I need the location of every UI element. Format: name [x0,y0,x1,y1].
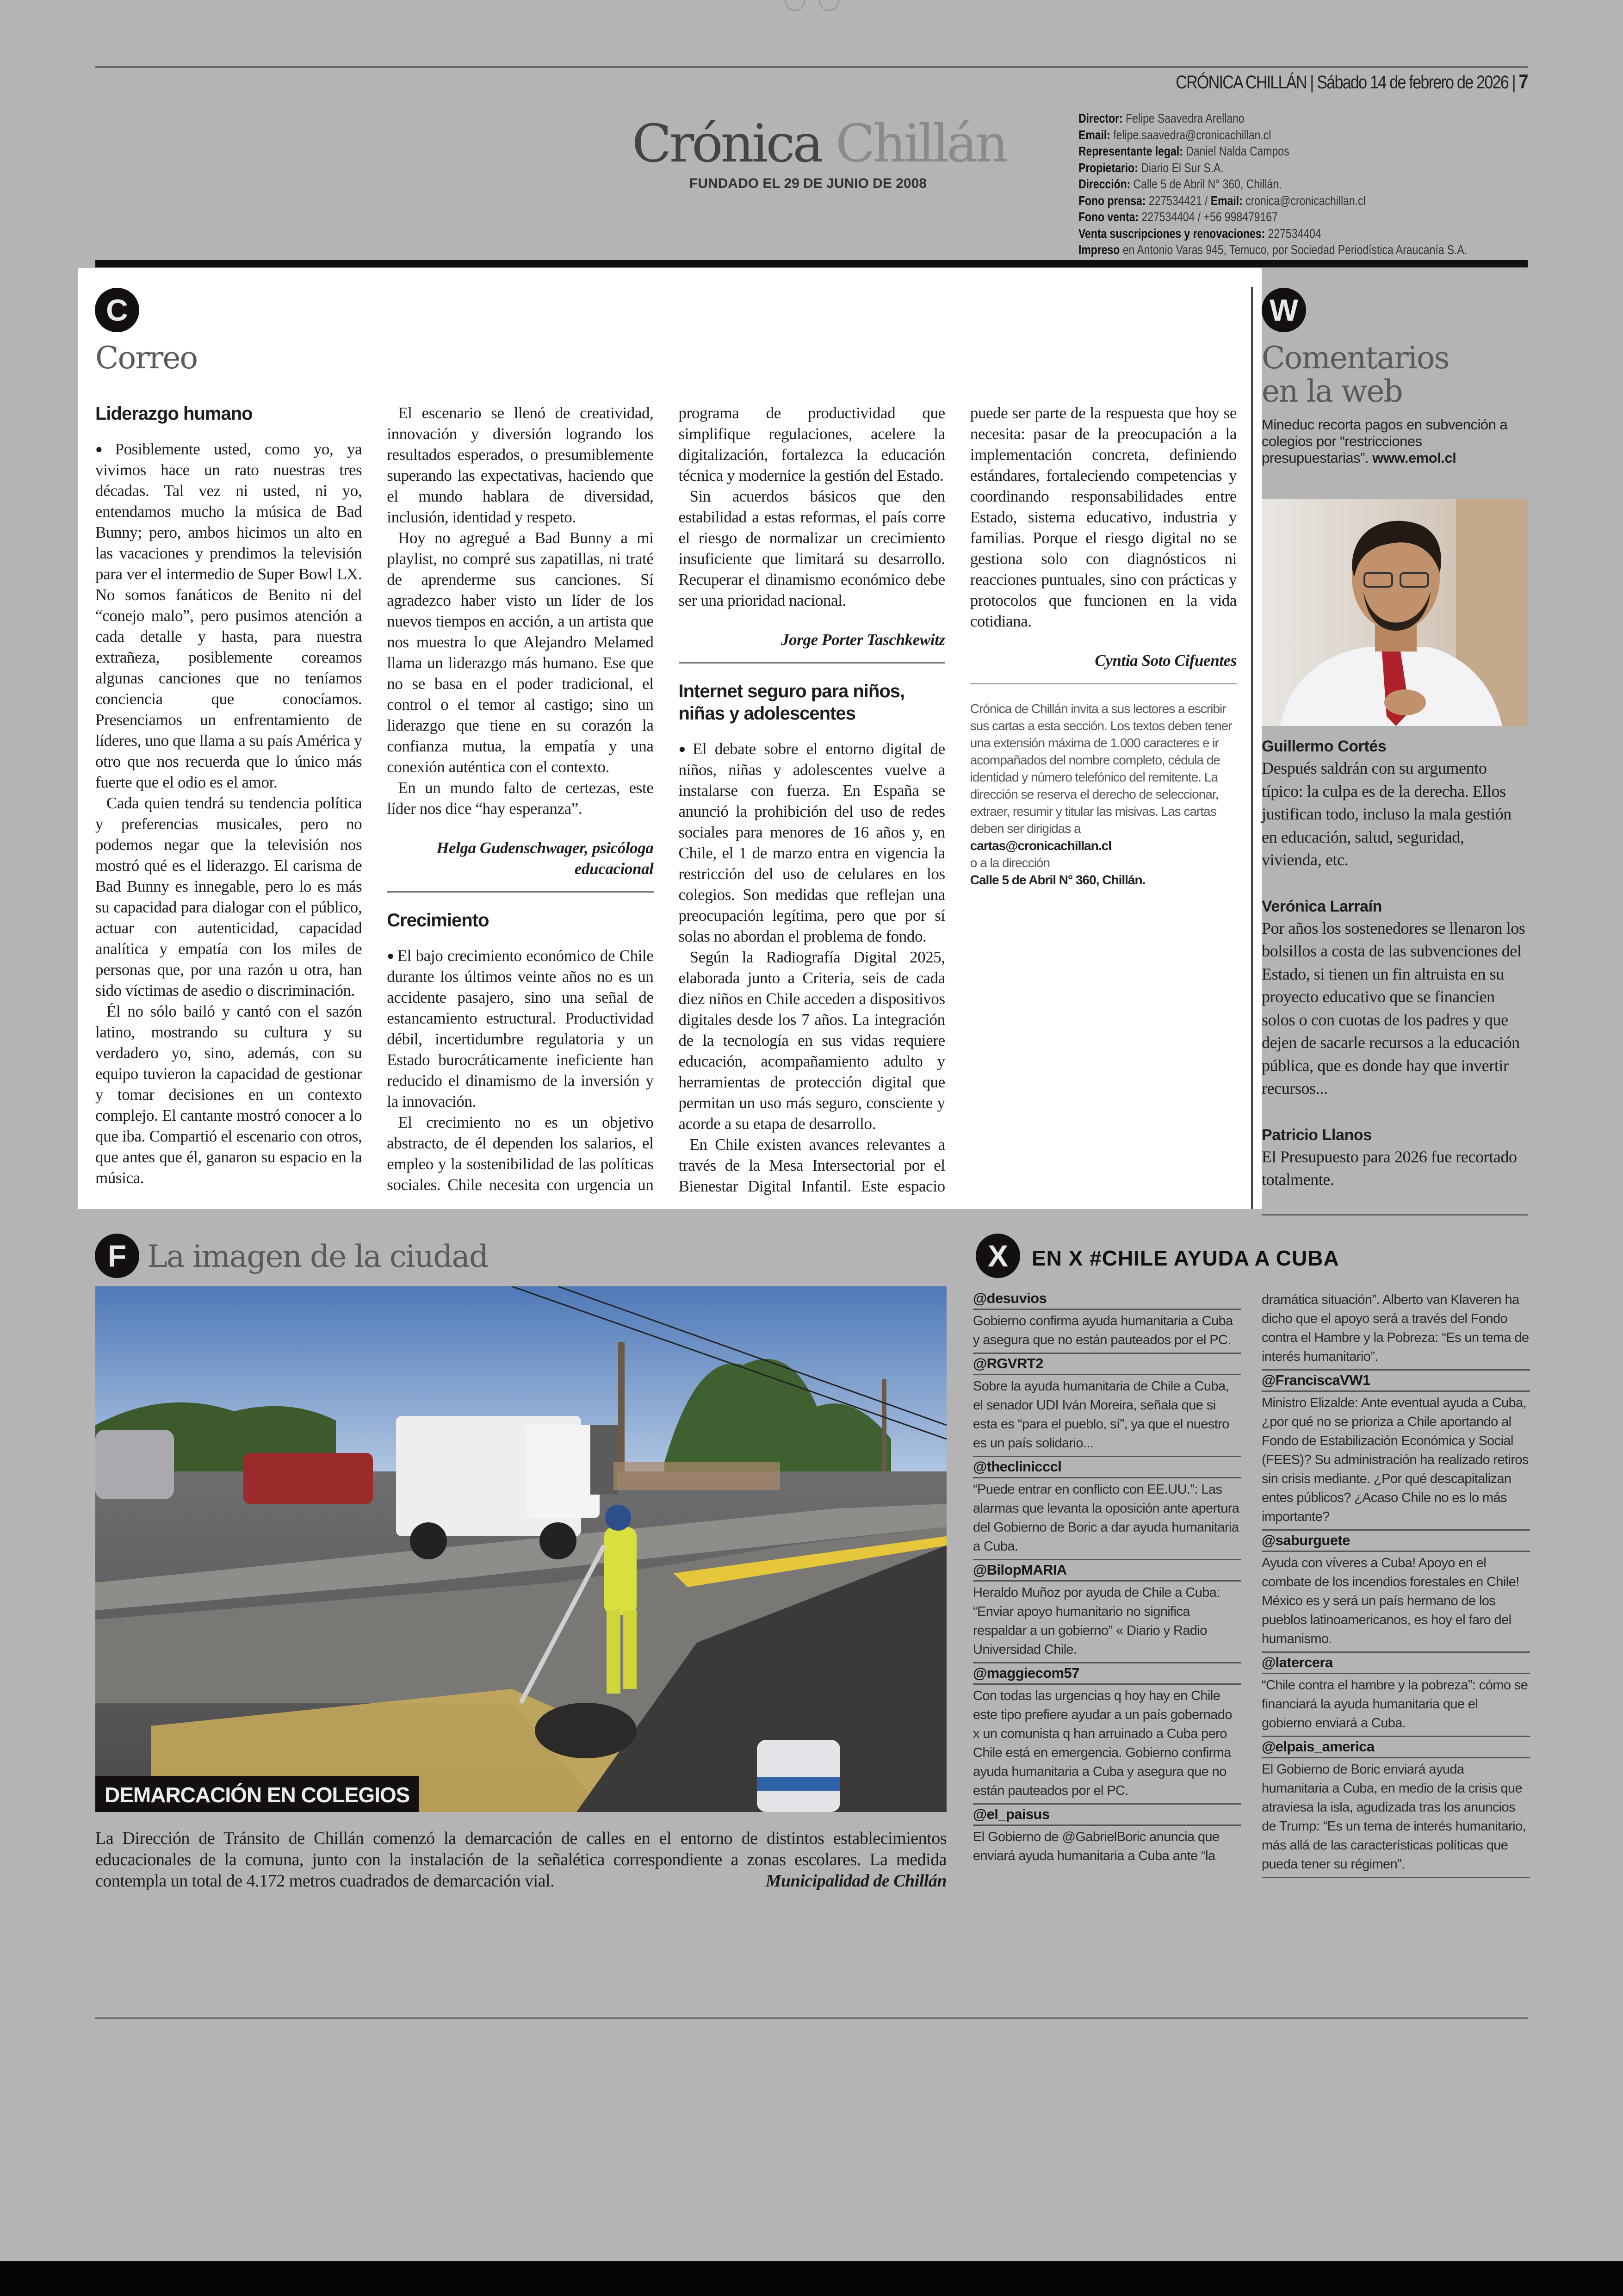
note-email: cartas@cronicachillan.cl [970,838,1111,853]
tweet-text: El Gobierno de @GabrielBoric anuncia que enviará ayuda humanitaria a Cuba ante “la [973,1830,1220,1863]
caption-text: La Dirección de Tránsito de Chillán comenzó la demarcación de calles en el entorno de distintos establecimientos educacionales de la comuna, junto con la instalación de la señalética correspondiente a zonas escolares. La medida contempla un total de 4.172 metros cuadrados de demarcación vial. [95,1829,947,1891]
letter-paragraph: Según la Radiografía Digital 2025, elaborada junto a Criteria, seis de cada diez niños en Chile acceden a dispositivos digitales desde los 7 años. La integración de la tecnología en sus vidas requiere educación, acompañamiento adulto y herramientas de protección digital que permitan un uso más seguro, consciente y acorde a su etapa de desarrollo. [678,948,945,1133]
tweet-text: Ministro Elizalde: Ante eventual ayuda a Cuba, ¿por qué no se prioriza a Chile aportando al Fondo de Estabilización Económica y Social (FEES)? Su administración ha realizado retiros sin crisis mediante. ¿Por qué descapitalizan entes públicos? ¿Acaso Chile no es lo más importante? [1262,1392,1530,1531]
photo-caption [95,1828,947,1892]
staff-value: 227534421 / [1148,193,1211,208]
imagen-f-icon: F [95,1234,139,1278]
tweet-text: Con todas las urgencias q hoy hay en Chile este tipo prefiere ayudar a un país gobernado x un comunista q han arruinado a Cuba pero Chile está en emergencia. Gobierno confirma ayuda humanitaria a Cuba y asegura que no están pauteados por el PC. [973,1685,1241,1805]
tweet-handle: @desuvios [973,1289,1241,1310]
comment-text: Por años los sostenedores se llenaron los bolsillos a costa de las subvenciones del Estado, si tienen un fin altruista en su proyecto educativo que se financien solos o con cuotas de los padres y que dejen de sacarle recursos a la educación pública, que es donde hay que invertir recursos... [1262,918,1525,1098]
letter-paragraph: En Chile existen avances relevantes a través de la Mesa Intersectorial por el Bienestar Digital Infantil. Este espacio puede ser parte de la respuesta que hoy se necesita: pasar de la preocupación a la implementación concreta, definiendo estándares, fortaleciendo competencias y coordinando responsabilidades entre Estado, sistema educativo, industria y familias. Porque el riesgo digital no se gestiona solo con diagnósticos ni reacciones puntuales, sino con prácticas y protocolos que funcionen en la vida cotidiana. [678,404,1237,1195]
letter-paragraph: El crecimiento no es un objetivo abstracto, de él dependen los salarios, el empleo y la sostenibilidad de las políticas sociales. Chile necesita con urgencia un programa de productividad que simplifique regulaciones, acelere la digitalización, fortalezca la educación técnica y modernice la gestión del Estado. [387,404,945,1194]
letter-signature: Helga Gudenschwager, psicóloga educacional [436,839,654,878]
staff-line [1078,225,1467,242]
tweet-handle: @elpais_america [1262,1737,1530,1758]
staff-label: Impreso [1078,242,1120,257]
staff-value: 227534404 [1268,226,1321,241]
staff-box [1078,110,1467,258]
tweet-handle: @theclinicccl [973,1457,1241,1478]
letter-signature: Cyntia Soto Cifuentes [1095,652,1237,670]
tweet-handle: @maggiecom57 [973,1663,1241,1685]
staff-line [1078,127,1467,143]
letter-title: Crecimiento [387,910,489,931]
photo-credit: Municipalidad de Chillán [765,1871,947,1891]
column-divider [1251,287,1253,1209]
imagen-title: La imagen de la ciudad [147,1239,488,1274]
staff-value: Diario El Sur S.A. [1141,160,1224,175]
staff-value: Daniel Nalda Campos [1186,144,1289,158]
viewer-next-icon[interactable] [819,0,839,11]
staff-line [1078,192,1467,209]
x-icon: X [976,1234,1020,1278]
web-title-line1: Comentarios [1262,340,1449,376]
folio-date: Sábado 14 de febrero de 2026 [1317,72,1509,93]
staff-label: Email: [1078,127,1110,142]
web-comments [1262,736,1528,1191]
x-section-title: EN X #CHILE AYUDA A CUBA [1032,1246,1339,1270]
staff-line [1078,110,1467,127]
letter-title: Liderazgo humano [95,403,253,424]
letter-paragraph: Él no sólo bailó y cantó con el sazón latino, mostrando su cultura y su verdadero yo, sino, además, con su equipo tuvieron la capacidad de gestionar y tomar decisiones en un contexto complejo. El cantante mostró conocer a lo que iba. Compartió el escenario con otros, que antes que él, ganaron su espacio en la música. [95,1002,362,1187]
logo-part1: Crónica [632,114,822,174]
web-bottom-rule [1262,1214,1528,1216]
staff-label: Propietario: [1078,160,1138,175]
web-w-icon: W [1262,288,1306,332]
staff-line [1078,143,1467,160]
top-rule [95,66,1528,68]
web-intro-text: Mineduc recorta pagos en subvención a colegios por “restricciones presupuestarias”. [1262,416,1508,466]
logo-part2: Chillán [835,114,1006,174]
viewer-prev-icon[interactable] [785,0,805,11]
staff-value: Calle 5 de Abril N° 360, Chillán. [1133,177,1282,191]
staff-label: Representante legal: [1078,144,1183,158]
commenter-portrait-photo [1262,499,1528,726]
staff-label: Director: [1078,111,1123,125]
letter-paragraph: Cada quien tendrá su tendencia política y preferencias musicales, pero no podemos negar que la televisión nos mostró qué es el liderazgo. El carisma de Bad Bunny es innegable, pero lo es más su capacidad para dialogar con el público, actuar con autenticidad, capacidad analítica y empatía con los miles de personas que, por una razón u otra, han sido víctimas de asedio o discriminación. [95,794,362,999]
tweet-text: “Chile contra el hambre y la pobreza”: cómo se financiará la ayuda humanitaria que el gobierno enviará a Cuba. [1262,1674,1530,1737]
staff-label: Dirección: [1078,177,1131,191]
comment-text: Después saldrán con su argumento típico: la culpa es de la derecha. Ellos justifican todo, incluso la mala gestión en educación, salud, seguridad, vivienda, etc. [1262,759,1511,869]
staff-label: Fono venta: [1078,210,1139,224]
tweet-handle: @latercera [1262,1653,1530,1674]
staff-line [1078,176,1467,192]
tweet-handle: @RGVRT2 [973,1354,1241,1375]
page-number: 7 [1518,70,1528,93]
tweet-handle: @saburguete [1262,1531,1530,1552]
header-thick-rule [95,260,1528,267]
staff-line [1078,209,1467,225]
staff-label: Email: [1210,193,1243,208]
tweets-right-column [1262,1289,1530,1878]
letter-signature: Jorge Porter Taschkewitz [781,631,945,649]
tweet-text: Sobre la ayuda humanitaria de Chile a Cuba, el senador UDI Iván Moreira, señala que si esta es “para el pueblo, sí”, ya que el nuestro es un país solidario... [973,1375,1241,1457]
masthead-logo [632,114,1006,174]
correo-c-icon: C [95,288,139,332]
letter-paragraph: En un mundo falto de certezas, este líder nos dice “hay esperanza”. [387,779,654,818]
note-or: o a la dirección [970,856,1050,870]
tweet-text: Ayuda con víveres a Cuba! Apoyo en el combate de los incendios forestales en Chile! México es y será un país hermano de los pueblos latinoamericanos, es hoy el faro del humanismo. [1262,1552,1530,1653]
street-demarcation-photo [95,1286,947,1812]
comment-author: Verónica Larraín [1262,897,1382,915]
tweet-handle: @BilopMARIA [973,1560,1241,1582]
letter-paragraph: ● El debate sobre el entorno digital de niños, niñas y adolescentes vuelve a instalarse con fuerza. En España se anunció la prohibición del uso de redes sociales para menores de 16 años y, en Chile, el 1 de marzo entra en vigencia la restricción del uso de celulares en los colegios. Son medidas que reflejan una preocupación legítima, pero que por sí solas no abordan el problema de fondo. [679,738,945,947]
tweet-text: “Puede entrar en conflicto con EE.UU.”: Las alarmas que levanta la oposición ante apertura del Gobierno de Boric a dar ayuda humanitaria a Cuba. [973,1478,1241,1560]
staff-label: Venta suscripciones y renovaciones: [1078,226,1265,241]
tweet-text-continued: dramática situación”. Alberto van Klaveren ha dicho que el apoyo será a través del Fondo contra el Hambre y la Pobreza: “Es un tema de interés humanitario”. [1262,1289,1530,1371]
note-text: Crónica de Chillán invita a sus lectores a escribir sus cartas a esta sección. Los textos deben tener una extensión máxima de 1.000 caracteres e ir acompañados del nombre completo, cédula de identidad y número telefónico del remitente. La dirección se reserva el derecho de seleccionar, extraer, resumir y titular las misivas. Las cartas deben ser dirigidas a [970,701,1232,836]
tweet-handle: @FranciscaVW1 [1262,1371,1530,1392]
staff-value: 227534404 / +56 998479167 [1141,210,1278,224]
letter-paragraph: Hoy no agregué a Bad Bunny a mi playlist, no compré sus zapatillas, ni traté de aprenderme sus canciones. Sí agradezco haber visto un líder de los nuevos tiempos en acción, a un artista que nos muestra lo que Alejandro Melamed llama un liderazgo más humano. Ese que no se basa en el poder tradicional, el control o el temor al castigo; sino un liderazgo que tiene en su corazón la confianza mutua, la empatía y una conexión auténtica con el contexto. [387,529,654,776]
web-intro [1262,416,1528,466]
letter-paragraph: El escenario se llenó de creatividad, innovación y diversión logrando los resultados esperados, o presumiblemente superando las expectativas, haciendo que el mundo hablara de diversidad, inclusión, identidad y respeto. [387,404,654,526]
letters-submission-note [970,683,1237,888]
tweet-text: El Gobierno de Boric enviará ayuda humanitaria a Cuba, en medio de la crisis que atraviesa la isla, agudizada tras los anuncios de Trump: “Es un tema de interés humanitario, más allá de las características políticas que pueda tener su régimen”. [1262,1758,1530,1878]
tweets-left-column [973,1289,1241,1868]
correo-title: Correo [95,340,198,376]
folio: CRÓNICA CHILLÁN | Sábado 14 de febrero de 2026 | 7 [1176,70,1528,93]
comment-author: Patricio Llanos [1262,1126,1372,1144]
letter-title: Internet seguro para niños, niñas y adolescentes [678,681,905,724]
staff-value: Felipe Saavedra Arellano [1126,111,1245,125]
staff-line [1078,160,1467,176]
comment-author: Guillermo Cortés [1262,738,1387,755]
tweet-text: Heraldo Muñoz por ayuda de Chile a Cuba: “Enviar apoyo humanitario no significa respaldar a un gobierno” « Diario y Radio Universidad Chile. [973,1582,1241,1663]
web-title [1262,341,1449,408]
viewer-bottom-bar [0,2261,1623,2296]
folio-paper: CRÓNICA CHILLÁN [1176,72,1307,93]
staff-value: en Antonio Varas 945, Temuco, por Sociedad Periodística Araucanía S.A. [1122,242,1468,257]
comment-text: El Presupuesto para 2026 fue recortado totalmente. [1262,1147,1517,1189]
letter-paragraph: ● El bajo crecimiento económico de Chile durante los últimos veinte años no es un accidente pasajero, sino una señal de estancamiento estructural. Productividad débil, incertidumbre regulatoria y un Estado burocráticamente ineficiente han reducido el dinamismo de la inversión y la innovación. [387,945,653,1112]
bottom-rule [95,2017,1528,2019]
letter-separator [679,662,945,664]
letter-paragraph: Sin acuerdos básicos que den estabilidad a estas reformas, el país corre el riesgo de normalizar un crecimiento insuficiente que limitará su desarrollo. Recuperar el dinamismo económico debe ser una prioridad nacional. [678,487,945,609]
tweet-text: Gobierno confirma ayuda humanitaria a Cuba y asegura que no están pauteados por el PC. [973,1310,1241,1354]
photo-label: DEMARCACIÓN EN COLEGIOS [95,1776,419,1812]
web-title-line2: en la web [1262,373,1402,409]
letters-columns [95,403,1237,1208]
staff-value: cronica@cronicachillan.cl [1245,193,1366,208]
tweet-handle: @el_paisus [973,1805,1241,1826]
founded-line: FUNDADO EL 29 DE JUNIO DE 2008 [689,176,927,191]
letter-paragraph: ● Posiblemente usted, como yo, ya vivimos hace un rato nuestras tres décadas. Tal vez ni usted, ni yo, entendamos mucho la música de Bad Bunny; pero, ambos hicimos un alto en las vacaciones y prendimos la televisión para ver el intermedio de Super Bowl LX. No somos fanáticos de Benito ni del “conejo malo”, pero pusimos atención a cada detalle y hasta, para nuestra extrañeza, posiblemente coreamos algunas canciones que no teníamos conciencia que conocíamos. Presenciamos un enfrentamiento de líderes, uno que llama a su país América y otro que nos recuerda que lo único más fuerte que el odio es el amor. [95,439,362,793]
letter-separator [387,891,653,893]
staff-label: Fono prensa: [1078,193,1146,208]
staff-value: felipe.saavedra@cronicachillan.cl [1113,127,1271,142]
note-address: Calle 5 de Abril N° 360, Chillán. [970,873,1146,887]
staff-line [1078,242,1467,258]
web-intro-source[interactable]: www.emol.cl [1372,450,1456,466]
